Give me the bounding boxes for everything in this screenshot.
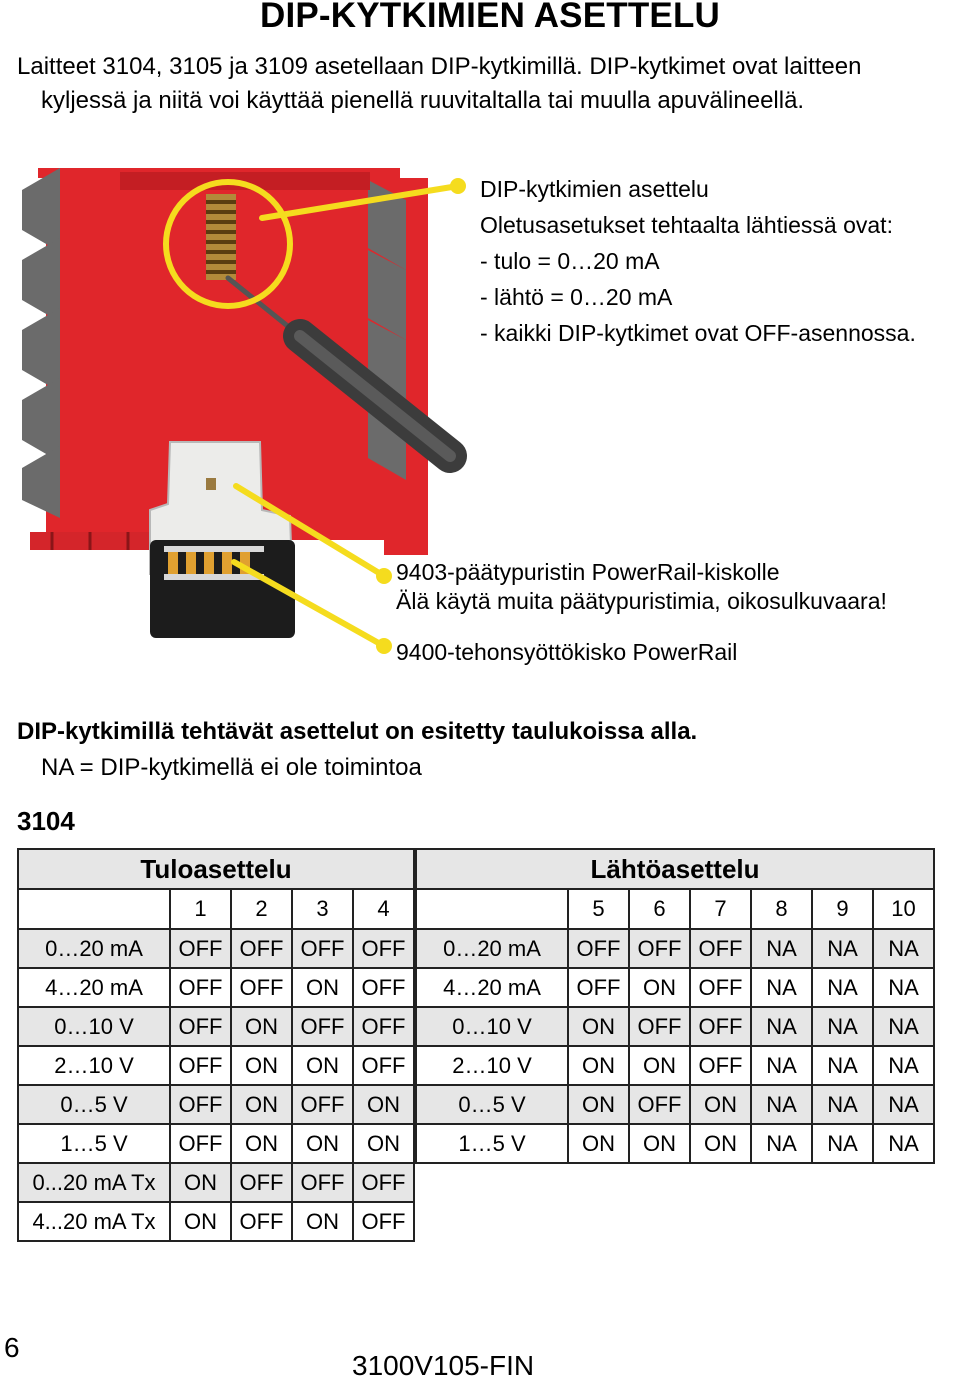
switch-value: ON [231, 1124, 292, 1163]
switch-value: ON [353, 1124, 414, 1163]
switch-value: OFF [292, 1007, 353, 1046]
row-label: 4...20 mA Tx [18, 1202, 170, 1241]
output-numbers-spacer [416, 889, 568, 929]
table-row [416, 1085, 934, 1124]
switch-value: OFF [231, 968, 292, 1007]
switch-value: NA [751, 968, 812, 1007]
switch-value: ON [292, 1202, 353, 1241]
output-settings-table [415, 848, 935, 1164]
switch-value: ON [629, 1046, 690, 1085]
switch-value: OFF [353, 1202, 414, 1241]
switch-value: ON [353, 1085, 414, 1124]
switch-value: ON [292, 1124, 353, 1163]
intro-paragraph [17, 50, 861, 118]
switch-value: ON [568, 1124, 629, 1163]
table-row [18, 968, 414, 1007]
callout-1-line-4: - lähtö = 0…20 mA [480, 284, 673, 310]
switch-value: ON [170, 1163, 231, 1202]
switch-value: NA [812, 1007, 873, 1046]
row-label: 4…20 mA [18, 968, 170, 1007]
switch-value: OFF [170, 968, 231, 1007]
switch-value: NA [873, 1085, 934, 1124]
switch-value: OFF [292, 1163, 353, 1202]
switch-value: OFF [231, 1202, 292, 1241]
switch-value: OFF [690, 1007, 751, 1046]
switch-value: OFF [353, 1007, 414, 1046]
switch-value: ON [231, 1007, 292, 1046]
switch-number: 4 [353, 889, 414, 929]
table-row [416, 968, 934, 1007]
switch-value: OFF [231, 929, 292, 968]
switch-value: ON [629, 1124, 690, 1163]
intro-line-1: Laitteet 3104, 3105 ja 3109 asetellaan DIP-kytkimillä. DIP-kytkimet ovat laitteen [17, 53, 862, 80]
document-code: 3100V105-FIN [352, 1350, 535, 1381]
table-intro-bold: DIP-kytkimillä tehtävät asettelut on esitetty taulukoissa alla. [17, 718, 698, 745]
input-settings-table [17, 848, 415, 1242]
switch-value: NA [873, 1124, 934, 1163]
switch-number: 10 [873, 889, 934, 929]
switch-value: NA [751, 929, 812, 968]
switch-value: NA [751, 1046, 812, 1085]
switch-value: OFF [170, 929, 231, 968]
switch-number: 3 [292, 889, 353, 929]
switch-value: NA [812, 1085, 873, 1124]
table-row [416, 1007, 934, 1046]
callout-1-line-2: Oletusasetukset tehtaalta lähtiessä ovat: [480, 212, 893, 238]
switch-value: ON [568, 1085, 629, 1124]
row-label: 2…10 V [416, 1046, 568, 1085]
table-row [18, 1163, 414, 1202]
callout-power-rail [396, 634, 737, 670]
output-table-header: Lähtöasettelu [416, 849, 934, 889]
row-label: 4…20 mA [416, 968, 568, 1007]
row-label: 0…20 mA [416, 929, 568, 968]
callout-2-line-2: Älä käytä muita päätypuristimia, oikosulkuvaara! [396, 588, 887, 614]
switch-value: OFF [353, 929, 414, 968]
row-label: 1…5 V [18, 1124, 170, 1163]
input-numbers-spacer [18, 889, 170, 929]
switch-number: 8 [751, 889, 812, 929]
callout-end-clamp [396, 558, 887, 616]
page-title: DIP-KYTKIMIEN ASETTELU [259, 0, 721, 35]
switch-value: OFF [568, 929, 629, 968]
page-number: 6 [4, 1332, 20, 1363]
table-row [18, 929, 414, 968]
device-left-edge [22, 168, 60, 518]
switch-value: OFF [170, 1007, 231, 1046]
callout-1-line-5: - kaikki DIP-kytkimet ovat OFF-asennossa. [480, 320, 916, 346]
input-table-header: Tuloasettelu [18, 849, 414, 889]
callout-1-line-1: DIP-kytkimien asettelu [480, 176, 709, 202]
row-label: 0...20 mA Tx [18, 1163, 170, 1202]
switch-number: 7 [690, 889, 751, 929]
switch-value: OFF [292, 1085, 353, 1124]
switch-value: OFF [353, 968, 414, 1007]
switch-value: OFF [629, 1007, 690, 1046]
switch-value: ON [292, 968, 353, 1007]
table-row [416, 929, 934, 968]
switch-value: OFF [629, 929, 690, 968]
switch-number: 6 [629, 889, 690, 929]
switch-value: OFF [353, 1163, 414, 1202]
switch-value: NA [751, 1007, 812, 1046]
switch-value: NA [873, 968, 934, 1007]
switch-value: NA [751, 1085, 812, 1124]
switch-value: OFF [231, 1163, 292, 1202]
table-row [18, 1085, 414, 1124]
switch-value: OFF [170, 1085, 231, 1124]
switch-number: 2 [231, 889, 292, 929]
dip-switch-block [206, 194, 236, 280]
table-row [416, 1124, 934, 1163]
callout-dip-settings [480, 171, 916, 351]
na-explanation: NA = DIP-kytkimellä ei ole toimintoa [41, 754, 422, 781]
switch-number: 9 [812, 889, 873, 929]
table-row [18, 1046, 414, 1085]
table-row [18, 1124, 414, 1163]
switch-value: NA [873, 929, 934, 968]
switch-value: ON [231, 1085, 292, 1124]
switch-value: ON [690, 1085, 751, 1124]
table-intro [17, 714, 697, 786]
switch-value: OFF [170, 1124, 231, 1163]
row-label: 0…10 V [416, 1007, 568, 1046]
callout-3-line-1: 9400-tehonsyöttökisko PowerRail [396, 639, 738, 665]
table-row [416, 1046, 934, 1085]
switch-value: OFF [170, 1046, 231, 1085]
row-label: 0…20 mA [18, 929, 170, 968]
switch-value: NA [812, 929, 873, 968]
row-label: 0…10 V [18, 1007, 170, 1046]
callout-2-line-1: 9403-päätypuristin PowerRail-kiskolle [396, 559, 780, 585]
switch-value: OFF [568, 968, 629, 1007]
switch-value: OFF [690, 1046, 751, 1085]
intro-line-2: kyljessä ja niitä voi käyttää pienellä ruuvitaltalla tai muulla apuvälineellä. [41, 87, 805, 114]
callout-1-line-3: - tulo = 0…20 mA [480, 248, 660, 274]
switch-value: OFF [629, 1085, 690, 1124]
model-number: 3104 [17, 806, 75, 836]
table-row [18, 1202, 414, 1241]
switch-value: ON [170, 1202, 231, 1241]
switch-value: ON [231, 1046, 292, 1085]
switch-value: OFF [690, 968, 751, 1007]
switch-value: NA [812, 1124, 873, 1163]
switch-value: ON [629, 968, 690, 1007]
switch-value: OFF [353, 1046, 414, 1085]
switch-value: NA [873, 1046, 934, 1085]
row-label: 0…5 V [416, 1085, 568, 1124]
switch-value: ON [568, 1007, 629, 1046]
switch-value: NA [873, 1007, 934, 1046]
switch-value: ON [690, 1124, 751, 1163]
switch-value: OFF [292, 929, 353, 968]
switch-value: NA [812, 1046, 873, 1085]
switch-number: 1 [170, 889, 231, 929]
row-label: 0…5 V [18, 1085, 170, 1124]
switch-value: ON [568, 1046, 629, 1085]
switch-value: NA [751, 1124, 812, 1163]
switch-value: NA [812, 968, 873, 1007]
switch-value: ON [292, 1046, 353, 1085]
table-row [18, 1007, 414, 1046]
row-label: 2…10 V [18, 1046, 170, 1085]
switch-number: 5 [568, 889, 629, 929]
device-figure [0, 160, 960, 680]
switch-value: OFF [690, 929, 751, 968]
row-label: 1…5 V [416, 1124, 568, 1163]
